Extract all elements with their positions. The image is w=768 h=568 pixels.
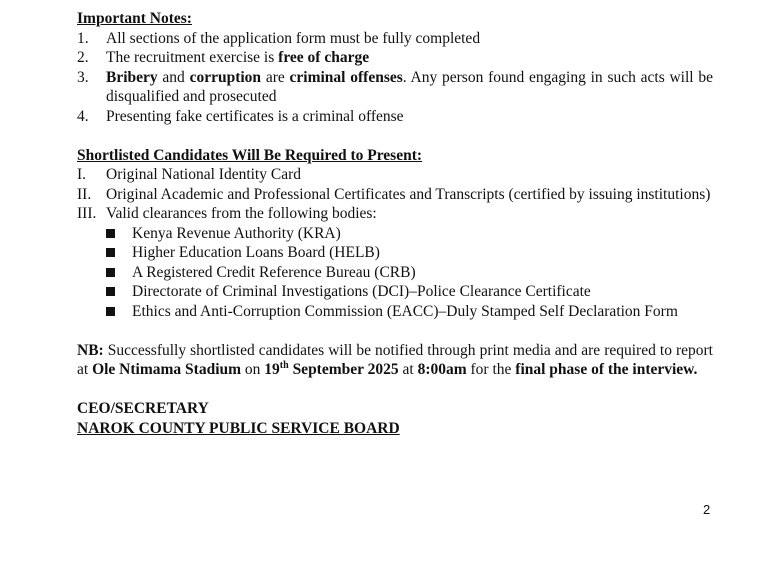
nb-time: 8:00am [417,361,467,378]
note-text: Presenting fake certificates is a criminal offense [106,107,404,125]
note-number: 4. [77,107,89,125]
nb-label: NB: [77,341,104,359]
clearance-item [77,224,713,244]
note-text: are [261,68,290,86]
nb-text: for the [466,361,516,378]
clearance-item [77,302,713,322]
clearance-text: Kenya Revenue Authority (KRA) [132,224,341,242]
note-text: . Any person found engaging in such acts will be disqualified and prosecuted [106,68,713,105]
nb-date: 19th September 2025 [264,359,399,378]
clearance-item [77,282,713,302]
nb-phase: final phase of the interview. [515,361,698,378]
clearance-item [77,243,713,263]
nb-text: on [241,361,265,378]
square-bullet-icon [106,287,115,296]
requirement-numeral: I. [77,166,87,183]
clearance-item [77,263,713,283]
requirement-item-2 [77,185,713,205]
note-emphasis: Bribery [106,68,158,86]
requirement-numeral: II. [77,185,92,203]
requirement-text: Original Academic and Professional Certificates and Transcripts (certified by issuing institutions) [106,185,711,203]
clearance-text: Higher Education Loans Board (HELB) [132,244,380,261]
note-item-3 [77,68,713,107]
requirement-item-3 [77,204,713,224]
requirement-item-1 [77,165,713,185]
important-notes-heading: Important Notes: [77,10,192,27]
note-item-1 [77,29,713,49]
requirement-numeral: III. [77,205,97,222]
page-number: 2 [703,502,711,517]
signatory-title: CEO/SECRETARY [77,400,209,417]
note-item-2 [77,48,713,68]
note-number: 3. [77,68,89,86]
note-text: and [157,68,190,86]
square-bullet-icon [106,248,115,257]
nb-venue: Ole Ntimama Stadium [92,361,242,378]
requirement-text: Original National Identity Card [106,166,301,183]
requirement-text: Valid clearances from the following bodies: [106,205,377,222]
note-number: 1. [77,29,89,47]
note-emphasis: free of charge [278,49,370,66]
square-bullet-icon [106,268,115,277]
note-emphasis: criminal offenses [289,68,403,86]
shortlist-heading: Shortlisted Candidates Will Be Required to Present: [77,146,423,164]
nb-paragraph [77,341,713,380]
square-bullet-icon [106,229,115,238]
note-emphasis: corruption [189,68,262,86]
note-item-4 [77,107,713,127]
clearance-text: Directorate of Criminal Investigations (DCI)–Police Clearance Certificate [132,283,591,300]
clearance-text: A Registered Credit Reference Bureau (CRB) [132,263,416,281]
document-page [77,9,713,438]
signatory-organization: NAROK COUNTY PUBLIC SERVICE BOARD [77,419,400,437]
nb-text: at [398,361,418,378]
note-text: The recruitment exercise is [106,49,279,66]
clearance-text: Ethics and Anti-Corruption Commission (EACC)–Duly Stamped Self Declaration Form [132,302,678,320]
square-bullet-icon [106,307,115,316]
note-number: 2. [77,49,89,66]
nb-text: Successfully shortlisted candidates will be notified through print media and are required to report at [77,341,713,378]
note-text: All sections of the application form must be fully completed [106,29,481,47]
